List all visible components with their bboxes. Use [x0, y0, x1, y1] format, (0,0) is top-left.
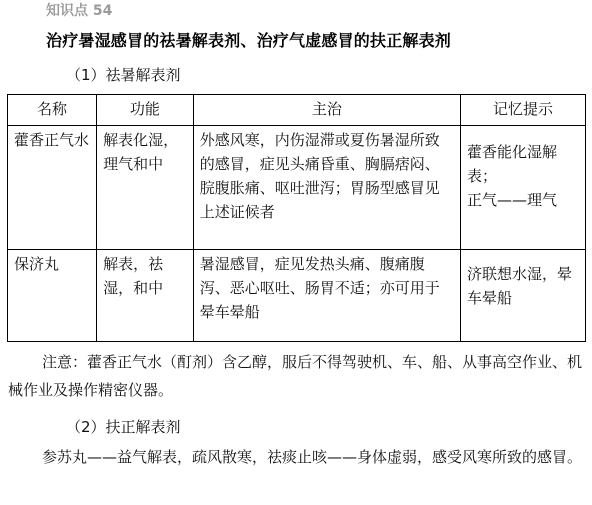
- note-paragraph: 注意：藿香正气水（酊剂）含乙醇，服后不得驾驶机、车、船、从事高空作业、机械作业及操作精密仪器。: [8, 353, 583, 399]
- table-row: [8, 126, 586, 250]
- cell-name: 藿香正气水: [8, 126, 97, 250]
- column-header-memo: 记忆提示: [461, 95, 586, 126]
- memo-line: 正气——理气: [467, 191, 558, 209]
- cell-memo: [461, 250, 586, 342]
- cell-indication: 暑湿感冒，症见发热头痛、腹痛腹泻、恶心呕吐、肠胃不适；亦可用于晕车晕船: [193, 250, 460, 342]
- memo-line: 藿香能化湿解表；: [467, 143, 558, 185]
- formula-table: [7, 94, 586, 342]
- section-heading-qushu: （1）祛暑解表剂: [66, 66, 181, 84]
- table-row: [8, 250, 586, 342]
- cell-memo: [461, 126, 586, 250]
- cell-name: 保济丸: [8, 250, 97, 342]
- column-header-name: 名称: [8, 95, 97, 126]
- table-header-row: [8, 95, 586, 126]
- cell-function: 解表，祛湿，和中: [97, 250, 194, 342]
- memo-line: 济联想水湿，晕车晕船: [467, 265, 573, 307]
- section2-paragraph: 参苏丸——益气解表，疏风散寒，祛痰止咳——身体虚弱，感受风寒所致的感冒。: [42, 448, 583, 466]
- section-heading-fuzheng: （2）扶正解表剂: [66, 418, 181, 436]
- knowledge-point-label: 知识点 54: [46, 3, 113, 19]
- cell-function: 解表化湿，理气和中: [97, 126, 194, 250]
- column-header-function: 功能: [97, 95, 194, 126]
- cell-indication: 外感风寒，内伤湿滞或夏伤暑湿所致的感冒，症见头痛昏重、胸膈痞闷、脘腹胀痛、呕吐泄泻；胃肠型感冒见上述证候者: [193, 126, 460, 250]
- column-header-indication: 主治: [193, 95, 460, 126]
- page-title: 治疗暑湿感冒的祛暑解表剂、治疗气虚感冒的扶正解表剂: [46, 31, 452, 50]
